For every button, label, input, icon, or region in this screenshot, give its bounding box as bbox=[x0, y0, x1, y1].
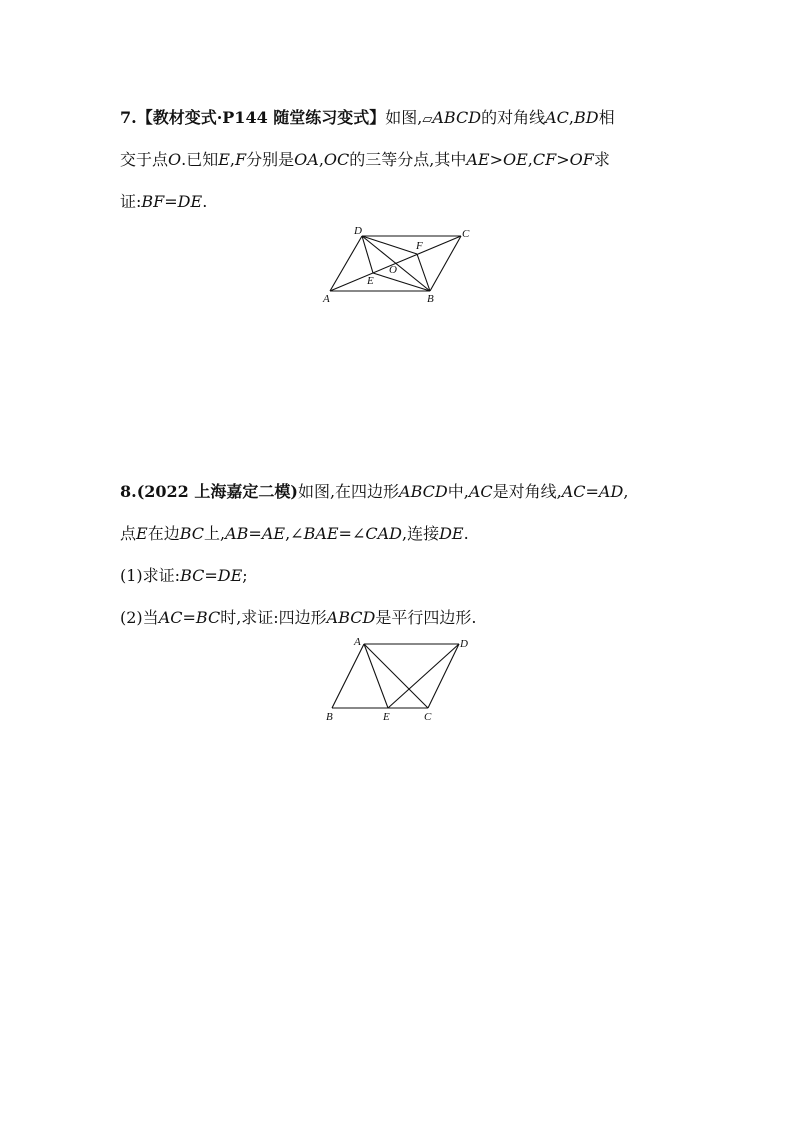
text: 相 bbox=[598, 108, 615, 127]
text: 点 bbox=[120, 524, 137, 543]
segment-df bbox=[362, 236, 417, 254]
text: . bbox=[463, 524, 469, 543]
text: 的对角线 bbox=[481, 108, 546, 127]
label-e: E bbox=[367, 275, 374, 287]
text: 当 bbox=[142, 608, 159, 627]
text: , bbox=[229, 150, 236, 169]
text: ,连接 bbox=[402, 524, 440, 543]
math-e: E bbox=[136, 524, 148, 543]
label-c: C bbox=[424, 711, 432, 723]
text: 证: bbox=[120, 192, 142, 211]
text: 求证: bbox=[142, 566, 181, 585]
text: 在边 bbox=[147, 524, 180, 543]
math-bf-eq-de: BF=DE bbox=[141, 192, 203, 211]
math-ab-eq-ae: AB=AE bbox=[225, 524, 286, 543]
text: . bbox=[202, 192, 208, 211]
math-bc: BC bbox=[179, 524, 205, 543]
figure-8-quadrilateral bbox=[320, 632, 480, 724]
segment-eb bbox=[373, 273, 430, 291]
math-abcd: ABCD bbox=[399, 482, 448, 501]
part-number: (2) bbox=[120, 608, 143, 627]
part-number: (1) bbox=[120, 566, 143, 585]
math-ae-gt-oe: AE>OE bbox=[466, 150, 528, 169]
side-cd bbox=[428, 644, 459, 708]
label-f: F bbox=[416, 240, 423, 252]
math-ac-eq-ad: AC=AD bbox=[561, 482, 624, 501]
problem-number: 8. bbox=[120, 482, 137, 501]
problem-8-part-2 bbox=[120, 608, 476, 628]
label-b: B bbox=[427, 293, 434, 305]
side-ab bbox=[332, 644, 364, 708]
math-oc: OC bbox=[323, 150, 350, 169]
math-cf-gt-of: CF>OF bbox=[532, 150, 594, 169]
problem-8-line-1 bbox=[120, 482, 628, 502]
text: ; bbox=[242, 566, 248, 585]
diagonal-ac bbox=[364, 644, 428, 708]
problem-7-line-3 bbox=[120, 192, 207, 212]
text: 如图,在四边形 bbox=[297, 482, 400, 501]
label-c: C bbox=[462, 228, 470, 240]
text: 是平行四边形. bbox=[375, 608, 477, 627]
math-f: F bbox=[235, 150, 247, 169]
problem-number: 7. bbox=[120, 108, 137, 127]
math-ac-eq-bc: AC=BC bbox=[158, 608, 221, 627]
text: 如图, bbox=[385, 108, 423, 127]
text: 的三等分点,其中 bbox=[349, 150, 467, 169]
math-angle-equation: ∠BAE=∠CAD bbox=[290, 524, 402, 543]
math-bc-eq-de: BC=DE bbox=[180, 566, 243, 585]
problem-tag: 【教材变式·P144 随堂练习变式】 bbox=[136, 108, 386, 127]
segment-ae bbox=[364, 644, 388, 708]
side-bc bbox=[430, 236, 461, 291]
math-e: E bbox=[218, 150, 230, 169]
label-a: A bbox=[323, 293, 330, 305]
problem-7-line-2 bbox=[120, 150, 610, 170]
problem-7-line-1 bbox=[120, 108, 615, 130]
text: , bbox=[568, 108, 574, 127]
segment-de bbox=[362, 236, 373, 273]
math-ac: AC bbox=[545, 108, 569, 127]
text: , bbox=[527, 150, 533, 169]
math-o: O bbox=[168, 150, 182, 169]
problem-source: (2022 上海嘉定二模) bbox=[136, 482, 298, 501]
figure-7-parallelogram bbox=[320, 222, 480, 306]
problem-8-part-1 bbox=[120, 566, 248, 586]
segment-de bbox=[388, 644, 459, 708]
text: .已知 bbox=[181, 150, 219, 169]
math-abcd: ABCD bbox=[432, 108, 482, 127]
text: 交于点 bbox=[120, 150, 169, 169]
text: 上, bbox=[204, 524, 226, 543]
math-de: DE bbox=[439, 524, 464, 543]
parallelogram-symbol: ▱ bbox=[422, 112, 433, 127]
math-bd: BD bbox=[573, 108, 599, 127]
label-d: D bbox=[354, 225, 362, 237]
text: 时,求证:四边形 bbox=[220, 608, 327, 627]
problem-8-line-2 bbox=[120, 524, 469, 544]
text: 是对角线, bbox=[492, 482, 562, 501]
math-abcd: ABCD bbox=[326, 608, 376, 627]
label-e: E bbox=[383, 711, 390, 723]
text: 求 bbox=[593, 150, 610, 169]
side-da bbox=[330, 236, 362, 291]
text: , bbox=[318, 150, 324, 169]
text: , bbox=[285, 524, 291, 543]
math-ac: AC bbox=[468, 482, 493, 501]
label-b: B bbox=[326, 711, 333, 723]
label-a: A bbox=[354, 636, 361, 648]
label-o: O bbox=[389, 264, 397, 276]
text: , bbox=[623, 482, 629, 501]
math-oa: OA bbox=[294, 150, 319, 169]
label-d: D bbox=[460, 638, 468, 650]
text: 中, bbox=[447, 482, 469, 501]
text: 分别是 bbox=[246, 150, 295, 169]
